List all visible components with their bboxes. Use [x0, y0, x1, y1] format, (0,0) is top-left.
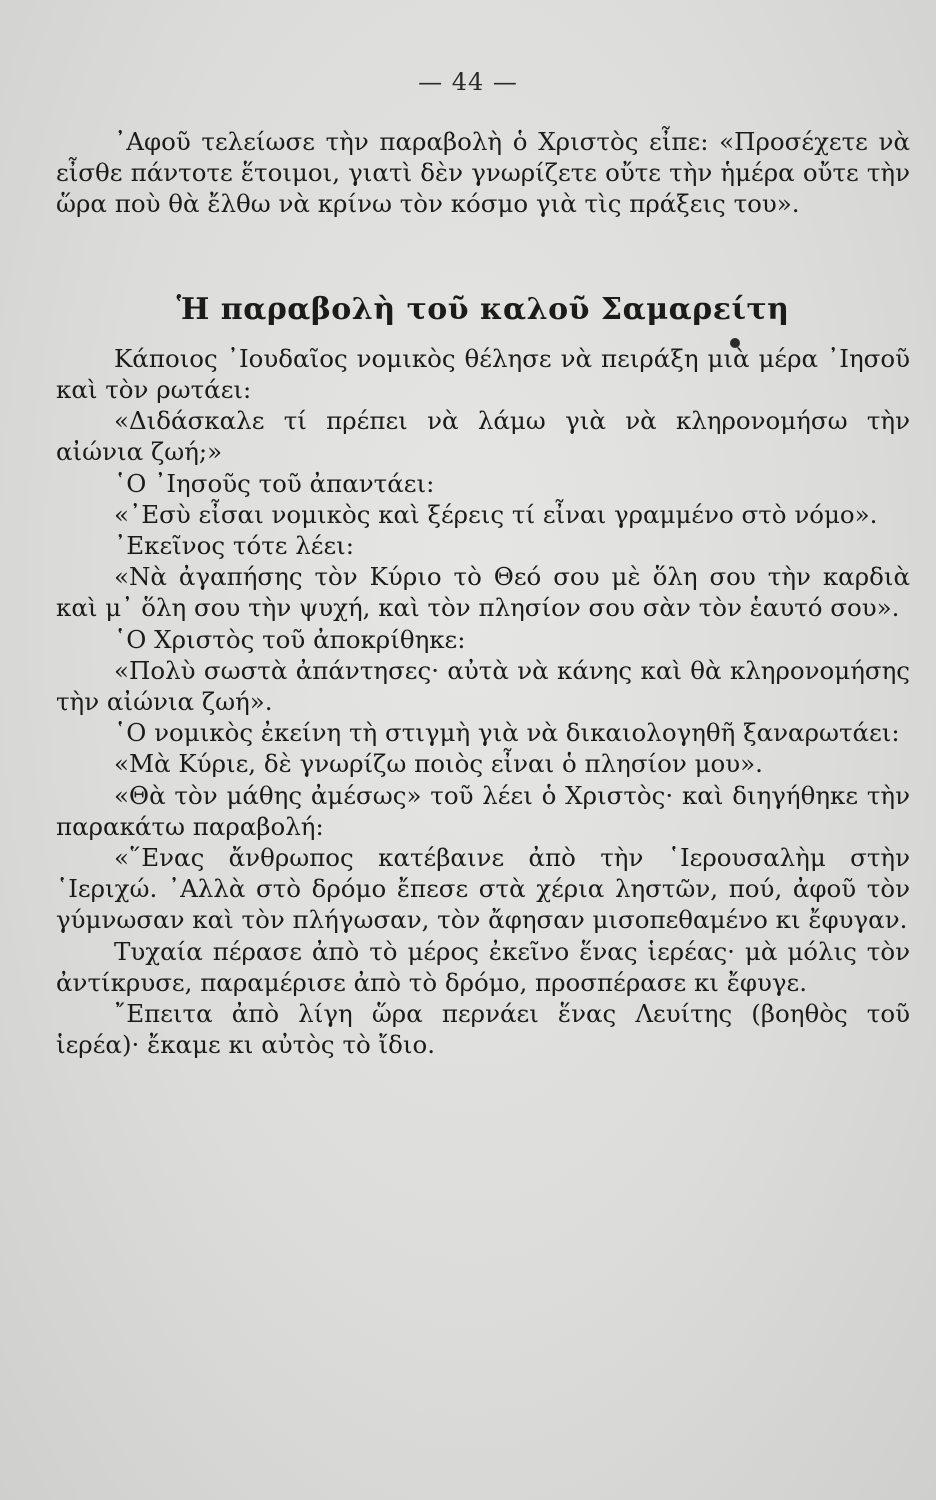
- paragraph: ῎Επειτα ἀπὸ λίγη ὥρα περνάει ἕνας Λευίτης (βοηθὸς τοῦ ἱερέα)· ἔκαμε κι αὐτὸς τὸ ἴδιο.: [56, 999, 910, 1060]
- paragraph: «Θὰ τὸν μάθης ἀμέσως» τοῦ λέει ὁ Χριστὸς· καὶ διηγήθηκε τὴν παρακάτω παραβολή:: [56, 780, 910, 841]
- paragraph: ῾Ο Χριστὸς τοῦ ἀποκρίθηκε:: [114, 624, 466, 654]
- paragraph: «Πολὺ σωστὰ ἀπάντησες· αὐτὰ νὰ κάνης καὶ θὰ κληρονομήσης τὴν αἰώνια ζωή».: [56, 655, 910, 717]
- paragraph: Τυχαία πέρασε ἀπὸ τὸ μέρος ἐκεῖνο ἕνας ἱερέας· μὰ μόλις τὸν ἀντίκρυσε, παραμέρισε ἀπὸ τὸ δρόμο, προσπέρασε κι ἔφυγε.: [56, 936, 910, 997]
- section-heading: Ἡ παραβολὴ τοῦ καλοῦ Σαμαρείτη: [176, 291, 790, 327]
- paragraph: «Νὰ ἀγαπήσης τὸν Κύριο τὸ Θεό σου μὲ ὅλη σου τὴν καρδιὰ καὶ μ᾿ ὅλη σου τὴν ψυχή, καὶ τὸν πλησίον σου σὰν τὸν ἑαυτό σου».: [56, 562, 910, 623]
- page-number: — 44 —: [418, 68, 518, 96]
- paragraph: ᾿Εκεῖνος τότε λέει:: [114, 531, 355, 561]
- paragraph: «῞Ενας ἄνθρωπος κατέβαινε ἀπὸ τὴν ῾Ιερουσαλὴμ στὴν ῾Ιεριχώ. ᾿Αλλὰ στὸ δρόμο ἔπεσε στὰ χέρια ληστῶν, πού, ἀφοῦ τὸν γύμνωσαν καὶ τὸν πλήγωσαν, τὸν ἄφησαν μισοπεθαμένο κι ἔφυγαν.: [56, 843, 910, 935]
- paragraph-closing-previous-parable: ᾿Αφοῦ τελείωσε τὴν παραβολὴ ὁ Χριστὸς εἶπε: «Προσέχετε νὰ εἶσθε πάντοτε ἕτοιμοι, γιατὶ δὲν γνωρίζετε οὔτε τὴν ἡμέρα οὔτε τὴν ὥρα ποὺ θὰ ἔλθω νὰ κρίνω τὸν κόσμο γιὰ τὶς πράξεις του».: [56, 127, 910, 219]
- paragraph: ῾Ο ᾿Ιησοῦς τοῦ ἀπαντάει:: [114, 468, 435, 498]
- paragraph: ῾Ο νομικὸς ἐκείνη τὴ στιγμὴ γιὰ νὰ δικαιολογηθῆ ξαναρωτάει:: [114, 718, 900, 748]
- paragraph: «Μὰ Κύριε, δὲ γνωρίζω ποιὸς εἶναι ὁ πλησίον μου».: [114, 749, 763, 779]
- page-body: [56, 126, 910, 1060]
- paragraph: Κάποιος ᾿Ιουδαῖος νομικὸς θέλησε νὰ πειράξη μιὰ μέρα ᾿Ιησοῦ καὶ τὸν ρωτάει:: [56, 343, 910, 405]
- paragraph: «᾿Εσὺ εἶσαι νομικὸς καὶ ξέρεις τί εἶναι γραμμένο στὸ νόμο».: [114, 499, 878, 529]
- paragraph: «Διδάσκαλε τί πρέπει νὰ λάμω γιὰ νὰ κληρονομήσω τὴν αἰώνια ζωή;»: [56, 406, 910, 467]
